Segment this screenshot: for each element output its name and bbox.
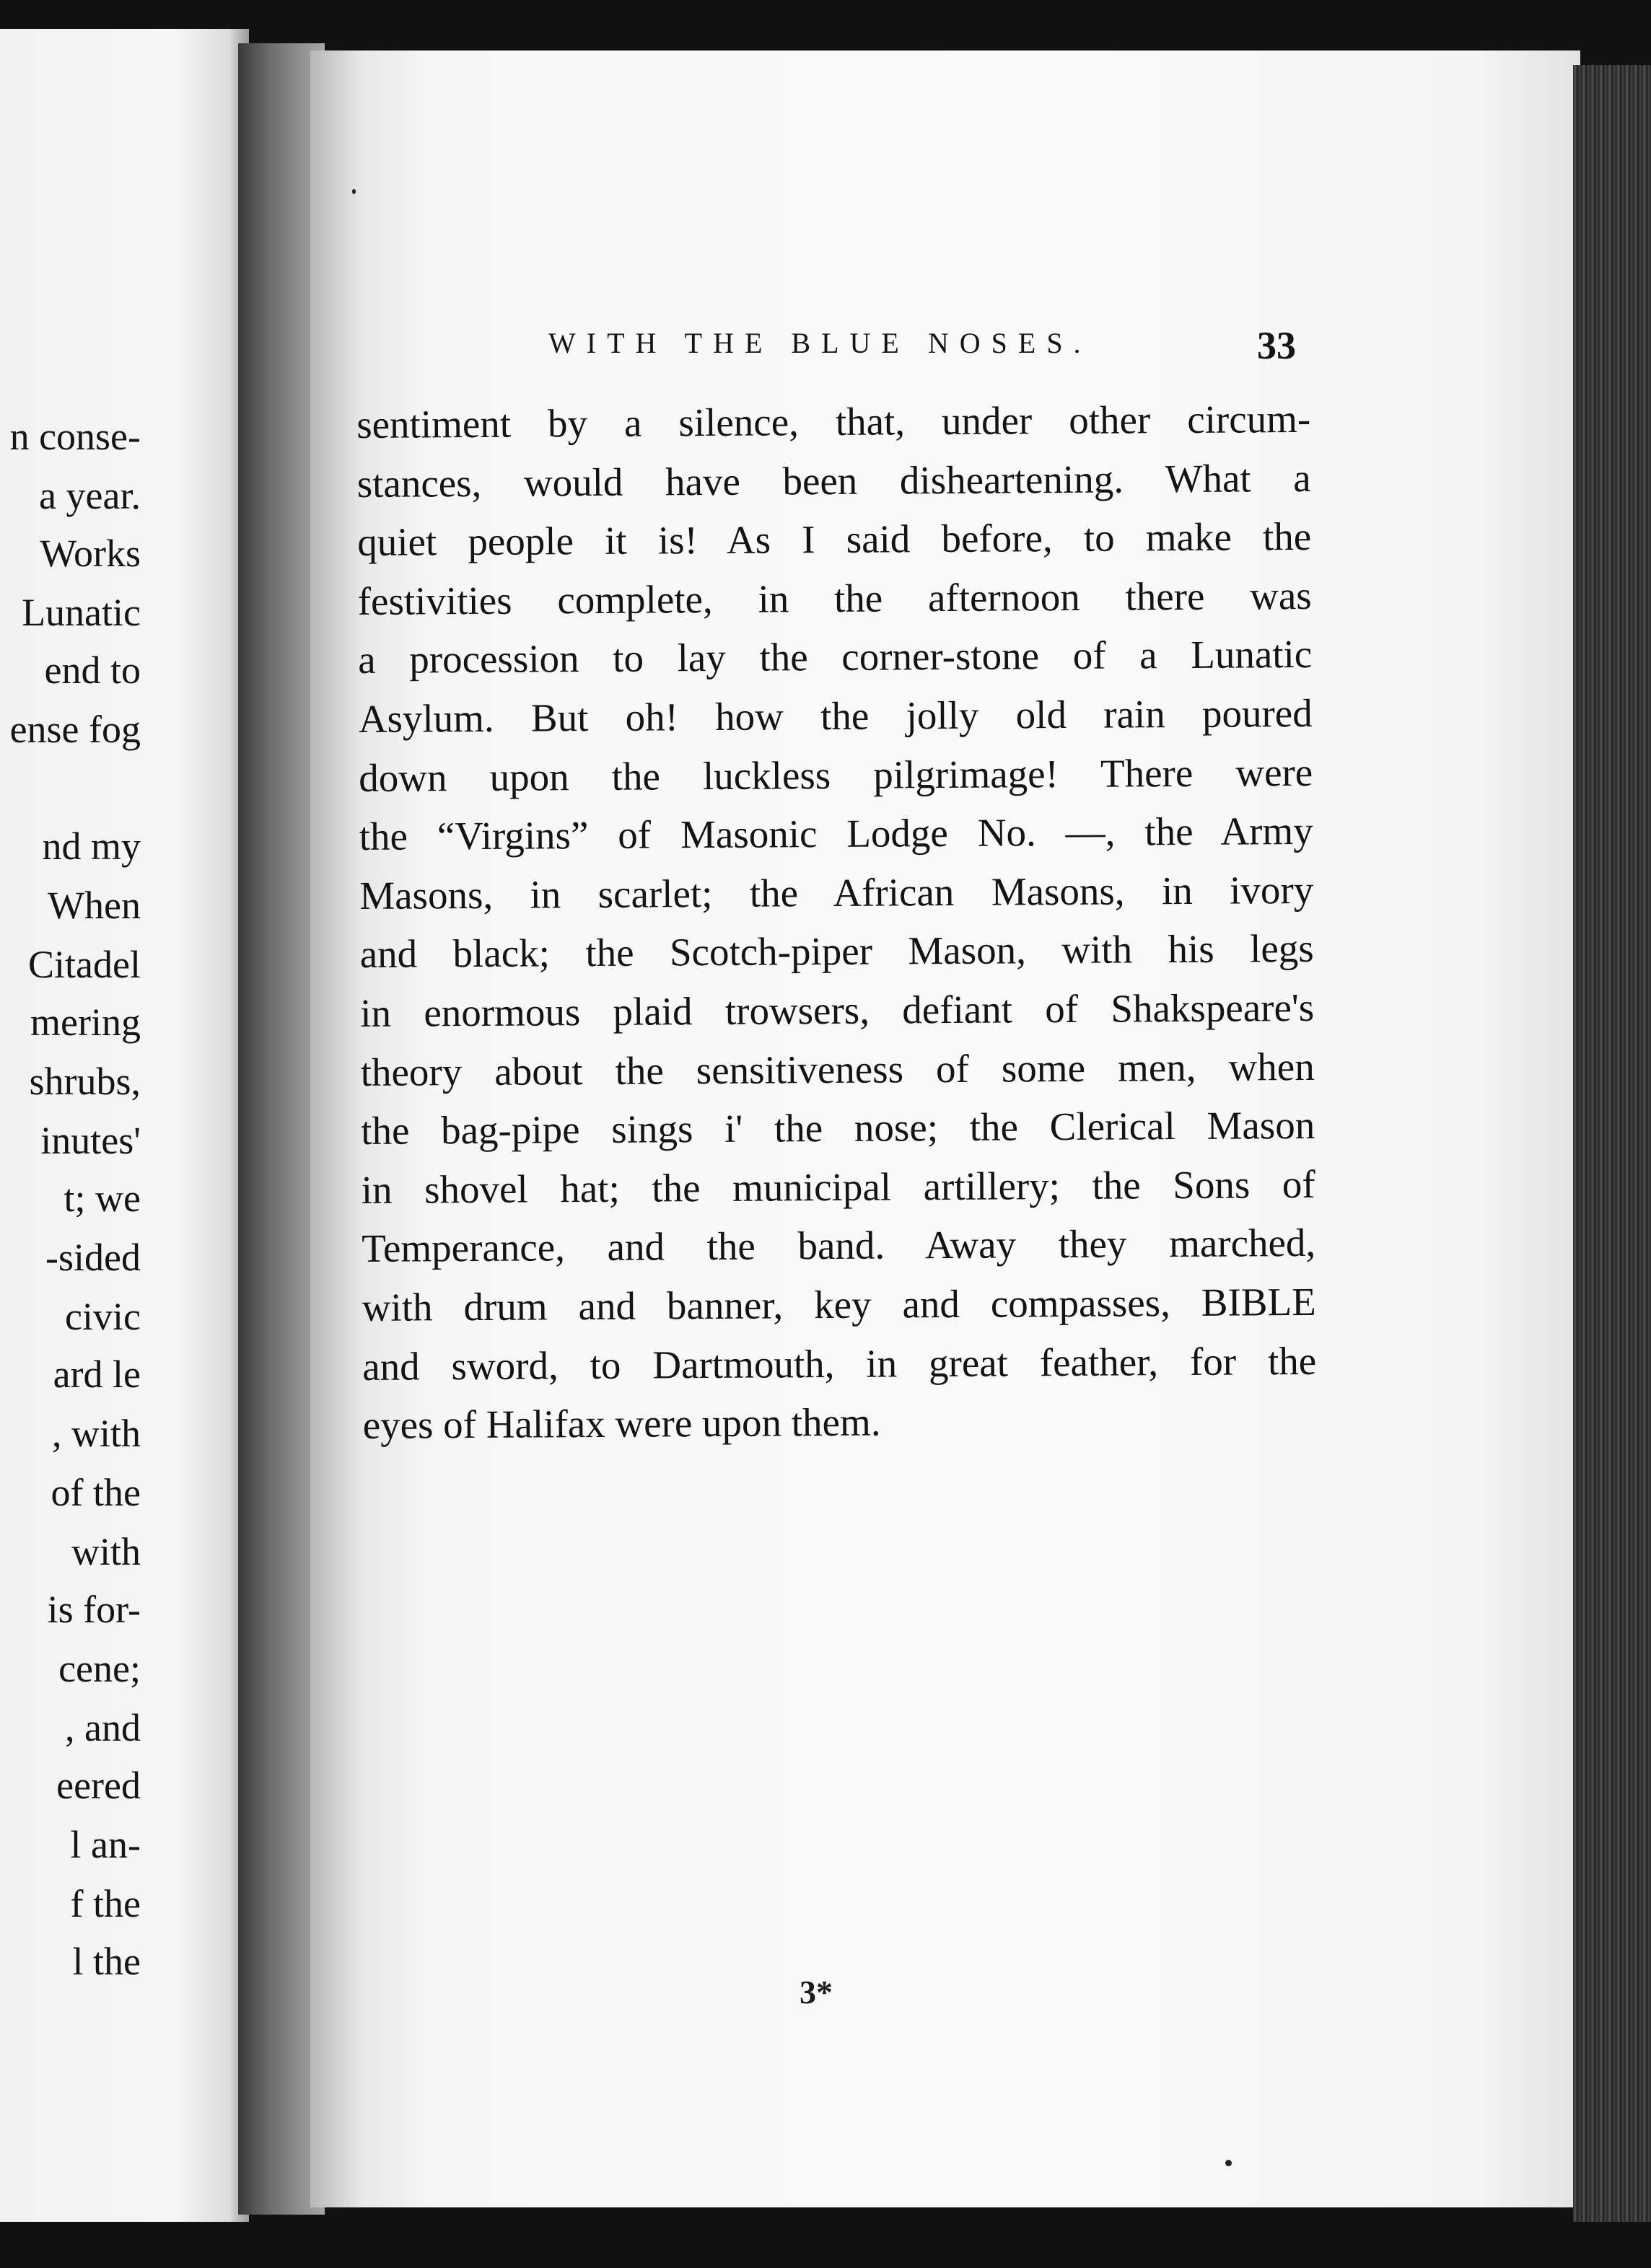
left-page-line: eered — [56, 1764, 141, 1807]
signature-mark: 3* — [800, 1974, 833, 2010]
left-page-line: shrubs, — [29, 1060, 141, 1103]
text-line: Masons, in scarlet; the African Masons, in ivory — [359, 867, 1314, 918]
text-line: Temperance, and the band. Away they marched, — [362, 1221, 1316, 1271]
text-line: the “Virgins” of Masonic Lodge No. —, the Army — [359, 809, 1313, 859]
left-page-line: inutes' — [40, 1119, 141, 1162]
text-line: a procession to lay the corner-stone of a Lunatic — [358, 632, 1313, 682]
text-line: Asylum. But oh! how the jolly old rain poured — [358, 690, 1313, 741]
text-line: and sword, to Dartmouth, in great feather, for the — [362, 1338, 1317, 1389]
text-line: down upon the luckless pilgrimage! There were — [359, 750, 1313, 800]
text-line: the bag-pipe sings i' the nose; the Clerical Mason — [361, 1103, 1315, 1153]
left-page-line: t; we — [64, 1177, 141, 1220]
text-line: in enormous plaid trowsers, defiant of Shakspeare's — [360, 985, 1315, 1035]
text-line: theory about the sensitiveness of some men, when — [360, 1044, 1315, 1094]
ink-speck — [352, 189, 356, 194]
left-page-line: n conse- — [9, 415, 141, 458]
text-line: quiet people it is! As I said before, to make the — [357, 514, 1312, 565]
running-head: WITH THE BLUE NOSES. — [548, 327, 1092, 359]
left-page-line: nd my — [42, 825, 141, 868]
left-page-line: civic — [65, 1295, 141, 1338]
left-page-line: is for- — [47, 1588, 141, 1631]
left-page-line: mering — [30, 1001, 141, 1044]
text-line: with drum and banner, key and compasses, BIBLE — [362, 1279, 1316, 1329]
left-page-line: , with — [51, 1412, 141, 1455]
left-page-line: f the — [70, 1882, 141, 1925]
left-page-line: l an- — [70, 1823, 141, 1866]
left-page — [0, 29, 249, 2222]
left-page-line: of the — [51, 1471, 141, 1514]
left-page-line: Citadel — [28, 943, 141, 986]
left-page-line: , and — [65, 1706, 141, 1749]
left-page-line: Works — [40, 532, 141, 575]
left-page-line: cene; — [58, 1647, 141, 1690]
left-page-line: with — [71, 1530, 141, 1573]
ink-speck — [1225, 2160, 1232, 2166]
text-line: sentiment by a silence, that, under other circum- — [356, 396, 1311, 447]
text-line: eyes of Halifax were upon them. — [362, 1399, 881, 1448]
text-line: in shovel hat; the municipal artillery; the Sons of — [361, 1161, 1315, 1212]
left-page-line: When — [48, 884, 141, 927]
text-line: stances, would have been disheartening. What a — [356, 455, 1311, 506]
left-page-line: a year. — [39, 474, 141, 517]
left-page-line: Lunatic — [22, 591, 141, 634]
left-page-line: l the — [72, 1940, 141, 1983]
page-number: 33 — [1257, 324, 1296, 367]
text-line: festivities complete, in the afternoon there was — [357, 573, 1312, 623]
page-edges — [1573, 65, 1651, 2222]
left-page-line: end to — [44, 649, 141, 692]
left-page-line: -sided — [45, 1236, 141, 1279]
text-line: and black; the Scotch-piper Mason, with his legs — [359, 926, 1314, 977]
left-page-line: ense fog — [9, 708, 141, 751]
page-body-text — [356, 390, 1317, 1455]
left-page-line: ard le — [53, 1353, 141, 1396]
